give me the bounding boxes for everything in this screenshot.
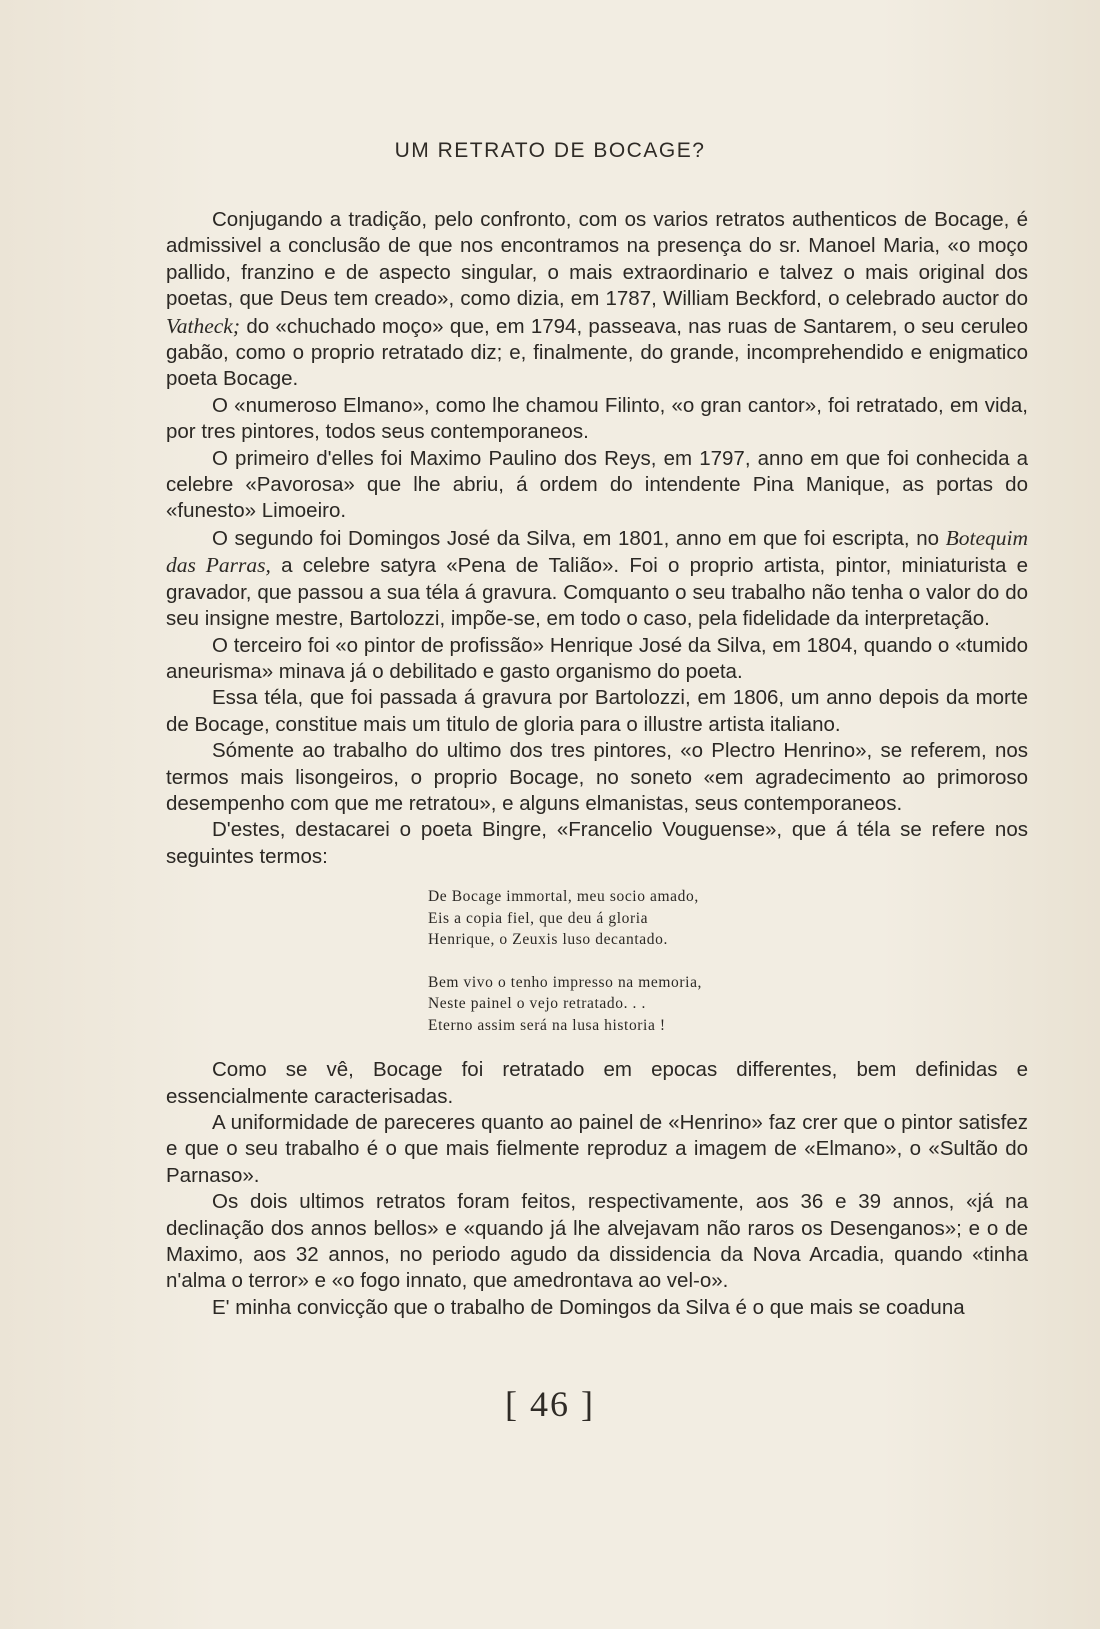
paragraph: Como se vê, Bocage foi retratado em epocas differentes, bem definidas e essencialmente caracterisadas. (166, 1058, 1028, 1108)
poem-stanza (428, 886, 1028, 951)
paragraph: Sómente ao trabalho do ultimo dos tres pintores, «o Plectro Henrino», se referem, nos termos mais lisongeiros, o proprio Bocage, no soneto «em agradecimento ao primoroso desempenho com que me retratou», e alguns elmanistas, seus contemporaneos. (166, 739, 1028, 815)
poem-line: Eis a copia fiel, que deu á gloria (428, 909, 649, 927)
paragraph: D'estes, destacarei o poeta Bingre, «Francelio Vouguense», que á téla se refere nos seguintes termos: (166, 818, 1028, 868)
paragraph: Os dois ultimos retratos foram feitos, respectivamente, aos 36 e 39 annos, «já na declinação dos annos bellos» e «quando já lhe alvejavam não raros os Desenganos»; e o de Maximo, aos 32 annos, no periodo agudo da dissidencia da Nova Arcadia, quando «tinha n'alma o terror» e «o fogo innato, que amedrontava ao vel-o». (166, 1190, 1028, 1293)
article-body (166, 207, 1028, 1321)
poem-line: Henrique, o Zeuxis luso decantado. (428, 931, 668, 949)
page-title: UM RETRATO DE BOCAGE? (394, 139, 706, 162)
paragraph: A uniformidade de pareceres quanto ao painel de «Henrino» faz crer que o pintor satisfez e que o seu trabalho é o que mais fielmente reproduz a imagem de «Elmano», o «Sultão do Parnaso». (166, 1110, 1028, 1187)
paragraph: O segundo foi Domingos José da Silva, em 1801, anno em que foi escripta, no Botequim das Parras, a celebre satyra «Pena de Talião». Foi o proprio artista, pintor, miniaturista e gravador, que passou a sua téla á gravura. Comquanto o seu trabalho não tenha o valor do do seu insigne mestre, Bartolozzi, impõe-se, em todo o caso, pela fidelidade da interpretação. (166, 525, 1028, 631)
paragraph: O «numeroso Elmano», como lhe chamou Filinto, «o gran cantor», foi retratado, em vida, por tres pintores, todos seus contemporaneos. (166, 393, 1028, 444)
paragraph: E' minha convicção que o trabalho de Domingos da Silva é o que mais se coaduna (212, 1295, 965, 1319)
poem-line: Bem vivo o tenho impresso na memoria, (428, 973, 703, 991)
poem-line: Neste painel o vejo retratado. . . (428, 995, 646, 1013)
paragraph: O terceiro foi «o pintor de profissão» Henrique José da Silva, em 1804, quando o «tumido aneurisma» minava já o debilitado e gasto organismo do poeta. (166, 633, 1028, 683)
poem-stanza (428, 972, 1028, 1037)
page-number: [ 46 ] (505, 1384, 595, 1424)
paragraph: O primeiro d'elles foi Maximo Paulino dos Reys, em 1797, anno em que foi conhecida a celebre «Pavorosa» que lhe abriu, á ordem do intendente Pina Manique, as portas do «funesto» Limoeiro. (166, 446, 1028, 523)
poem-quote (428, 886, 1028, 1036)
poem-line: De Bocage immortal, meu socio amado, (428, 888, 699, 906)
paragraph: Conjugando a tradição, pelo confronto, com os varios retratos authenticos de Bocage, é admissivel a conclusão de que nos encontramos na presença do sr. Manoel Maria, «o moço pallido, franzino e de aspecto singular, o mais extraordinario e talvez o mais original dos poetas, que Deus tem creado», como dizia, em 1787, William Beckford, o celebrado auctor do Vatheck; do «chuchado moço» que, em 1794, passeava, nas ruas de Santarem, o seu ceruleo gabão, como o proprio retratado diz; e, finalmente, do grande, incomprehendido e enigmatico poeta Bocage. (166, 208, 1028, 391)
poem-line: Eterno assim será na lusa historia ! (428, 1016, 666, 1034)
paragraph: Essa téla, que foi passada á gravura por Bartolozzi, em 1806, um anno depois da morte de Bocage, constitue mais um titulo de gloria para o illustre artista italiano. (166, 686, 1028, 736)
